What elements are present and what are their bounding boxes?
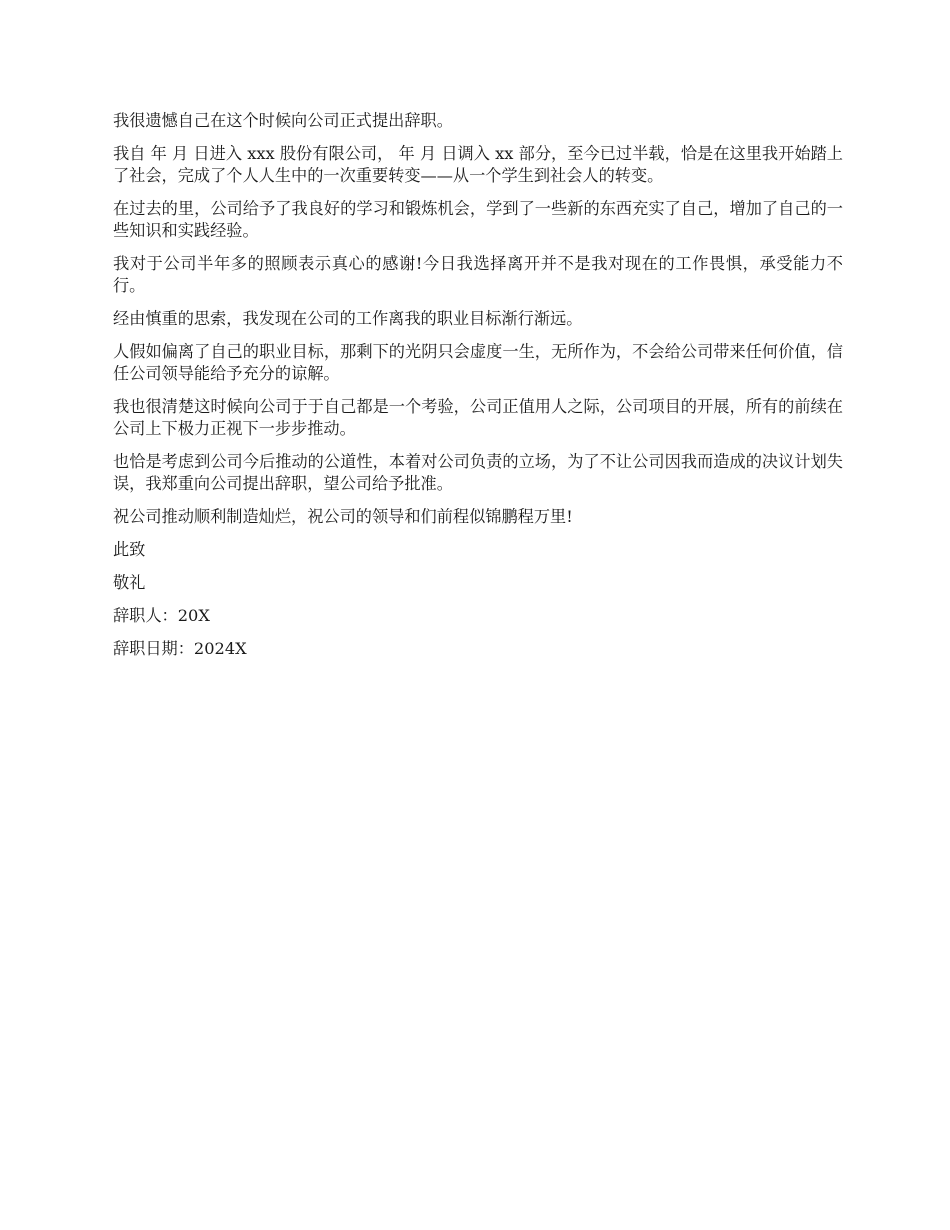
paragraph-request: 也恰是考虑到公司今后推动的公道性，本着对公司负责的立场，为了不让公司因我而造成的决议计划失误，我郑重向公司提出辞职，望公司给予批准。	[113, 452, 843, 493]
paragraph-background: 我自 年 月 日进入 xxx 股份有限公司， 年 月 日调入 xx 部分，至今已过半载，恰是在这里我开始踏上了社会，完成了个人人生中的一次重要转变——从一个学生到社会人的转变。	[113, 144, 843, 185]
paragraph-thanks: 我对于公司半年多的照顾表示真心的感谢!今日我选择离开并不是我对现在的工作畏惧，承受能力不行。	[113, 254, 843, 295]
paragraph-gratitude-learning: 在过去的里，公司给予了我良好的学习和锻炼机会，学到了一些新的东西充实了自己，增加了自己的一些知识和实践经验。	[113, 199, 843, 240]
paragraph-career-goal: 人假如偏离了自己的职业目标，那剩下的光阴只会虚度一生，无所作为，不会给公司带来任何价值，信任公司领导能给予充分的谅解。	[113, 342, 843, 383]
paragraph-company-situation: 我也很清楚这时候向公司于于自己都是一个考验，公司正值用人之际，公司项目的开展，所有的前续在公司上下极力正视下一步步推动。	[113, 397, 843, 438]
paragraph-wishes: 祝公司推动顺利制造灿烂，祝公司的领导和们前程似锦鹏程万里!	[113, 507, 573, 526]
closing-respect: 敬礼	[113, 573, 146, 592]
paragraph-opening: 我很遗憾自己在这个时候向公司正式提出辞职。	[113, 111, 453, 130]
resignation-letter	[113, 110, 843, 671]
signature-date: 辞职日期：2024X	[113, 639, 247, 658]
closing-salutation: 此致	[113, 540, 146, 559]
paragraph-reflection: 经由慎重的思索，我发现在公司的工作离我的职业目标渐行渐远。	[113, 309, 583, 328]
signature-name: 辞职人：20X	[113, 606, 210, 625]
